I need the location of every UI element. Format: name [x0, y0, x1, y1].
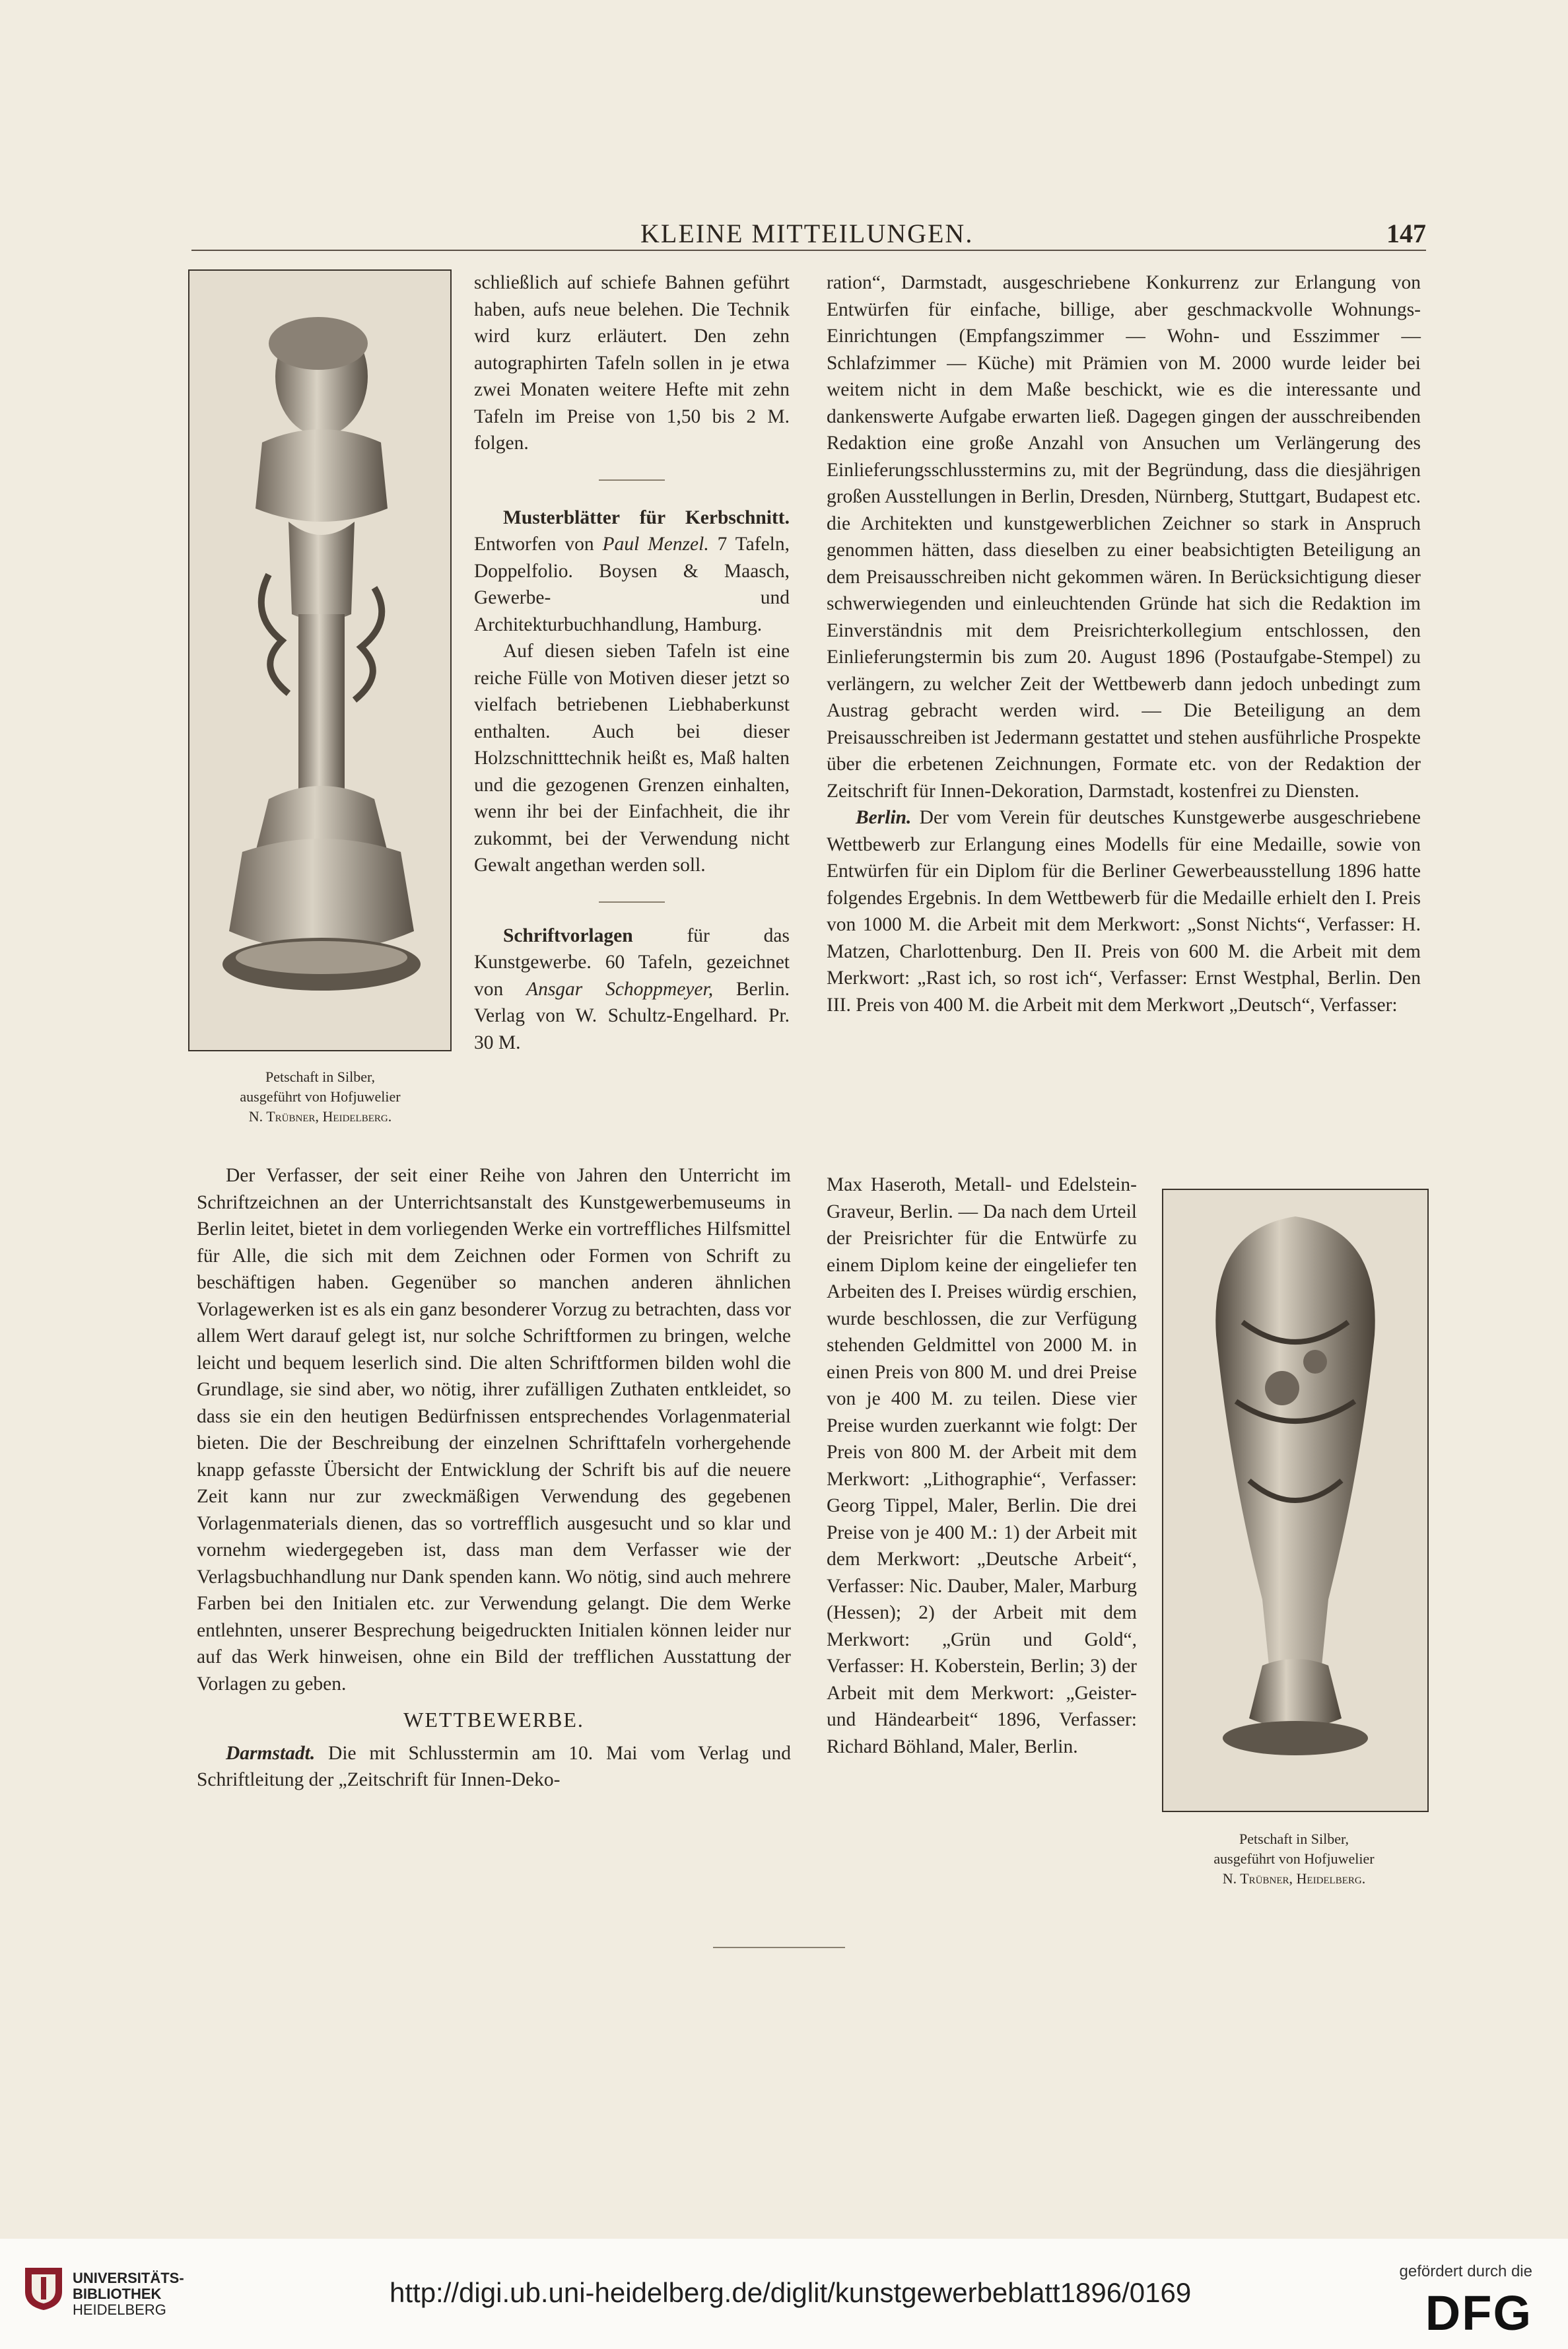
paragraph-haseroth: Max Haseroth, Metall- und Edelstein-Graveur, Berlin. — Da nach dem Urteil der Preisrichter für die Entwürfe zu einem Diplom keine der eingeliefer ten Arbeiten des I. Preises würdig erschien, wurde beschlossen, die zur Verfügung stehenden Geldmittel von 2000 M. in einen Preis von 800 M. und drei Preise von je 400 M. zu teilen. Diese vier Preise wurden zuerkannt wie folgt: Der Preis von 800 M. der Arbeit mit dem Merkwort: „Lithographie“, Verfasser: Georg Tippel, Maler, Berlin. Die drei Preise von je 400 M.: 1) der Arbeit mit dem Merkwort: „Deutsche Arbeit“, Verfasser: Nic. Dauber, Maler, Marburg (Hessen); 2) der Arbeit mit dem Merkwort: „Grün und Gold“, Verfasser: H. Koberstein, Berlin; 3) der Arbeit mit dem Merkwort: „Geister- und Händearbeit“ 1896, Verfasser: Richard Böhland, Maler, Berlin.	[827, 1174, 1137, 1757]
page-number: 147	[1386, 219, 1426, 248]
running-title: KLEINE MITTEILUNGEN.	[640, 219, 974, 248]
dfg-logo: DFG	[1425, 2286, 1532, 2340]
caption-left-line2: ausgeführt von Hofjuwelier	[240, 1088, 401, 1105]
section-heading-wettbewerbe: WETTBEWERBE.	[403, 1708, 584, 1732]
uni-line2: BIBLIOTHEK	[73, 2286, 162, 2302]
entry-musterblaetter-author: Paul Menzel.	[602, 534, 709, 555]
seal-bust-illustration	[189, 271, 450, 1050]
entry-schrift-text-b: Berlin. Verlag von W. Schultz-Engelhard. Pr. 30 M.	[474, 978, 790, 1053]
page-end-rule	[713, 1947, 845, 1948]
separator-rule-2	[599, 901, 665, 903]
entry-schrift-text-a: für das Kunstgewerbe. 60 Tafeln, gezeichnet von	[474, 925, 790, 1000]
paragraph-ration: ration“, Darmstadt, ausgeschriebene Konkurrenz zur Erlangung von Entwürfen für einfache, billige, aber geschmackvolle Wohnungs-Einrichtungen (Empfangszimmer — Wohn- und Esszimmer — Schlafzimmer — Küche) mit Prämien von M. 2000 wurde leider bei weitem nicht in dem Maße beschickt, wie es die interessante und dankenswerte Aufgabe erwarten ließ. Dagegen gingen der ausschreibenden Redaktion eine große Anzahl von Ansuchen um Verlängerung des Einlieferungsschlusstermins zu, mit der Begründung, dass die diesjährigen großen Ausstellungen in Berlin, Dresden, Nürnberg, Stuttgart, Budapest etc. die Architekten und kunstgewerblichen Zeichner so stark in Anspruch genommen hätten, dass dieselben zu einer beabsichtigten Beteiligung an dem Preisausschreiben nicht gekommen wären. In Berücksichtigung dieser schwerwiegenden und einleuchtenden Gründe hat sich die Redaktion im Einverständnis mit dem Preisrichterkollegium entschlossen, den Einlieferungstermin bis zum 20. August 1896 (Postaufgabe-Stempel) zu verlängern, zu welcher Zeit der Wettbewerb dann jedoch unbedingt zum Austrag gebracht werden wird. — Die Beteiligung an dem Preisausschreiben ist Jedermann gestattet und stehen ausführliche Prospekte über die erbetenen Zeichnungen, Formate etc. von der Redaktion der Zeitschrift für Innen-Dekoration, Darmstadt, kostenfrei zu Diensten.	[827, 272, 1421, 802]
paragraph-darmstadt	[197, 1740, 791, 1794]
entry-schrift-title: Schriftvorlagen	[503, 925, 633, 946]
text-darmstadt: Die mit Schlusstermin am 10. Mai vom Verlag und Schriftleitung der „Zeitschrift für Innen-Deko-	[197, 1742, 791, 1790]
caption-left-line1: Petschaft in Silber,	[265, 1069, 375, 1085]
caption-left-line3: N. Trübner, Heidelberg.	[248, 1108, 392, 1125]
paragraph-technik: schließlich auf schiefe Bahnen geführt haben, aufs neue belehen. Die Technik wird kurz erläutert. Den zehn autographirten Tafeln sollen in je etwa zwei Monaten weitere Hefte mit zehn Tafeln im Preise von 1,50 bis 2 M. folgen.	[474, 272, 790, 454]
caption-right-line1: Petschaft in Silber,	[1239, 1831, 1349, 1847]
entry-musterblaetter-text-b: 7 Tafeln, Doppelfolio. Boysen & Maasch, Gewerbe- und Architekturbuchhandlung, Hamburg.	[474, 534, 790, 635]
university-seal-icon	[22, 2265, 65, 2315]
uni-line3: HEIDELBERG	[73, 2301, 166, 2318]
paragraph-kerbschnitt: Auf diesen sieben Tafeln ist eine reiche Fülle von Motiven dieser jetzt so vielfach betriebenen Liebhaberkunst enthalten. Auch bei dieser Holzschnitttechnik heißt es, Maß halten und die gezogenen Grenzen einhalten, wenn ihr bei der Einfachheit, die ihr zukommt, bei der Verwendung nicht Gewalt angethan werden soll.	[474, 641, 790, 876]
entry-musterblaetter	[474, 505, 790, 639]
digitization-footer	[0, 2239, 1568, 2349]
source-url-link[interactable]: http://digi.ub.uni-heidelberg.de/diglit/kunstgewerbeblatt1896/0169	[390, 2277, 1192, 2308]
seal-vase-illustration	[1163, 1190, 1427, 1811]
entry-schrift-author: Ansgar Schoppmeyer,	[526, 978, 714, 1000]
university-library-name	[73, 2270, 184, 2318]
figure-left-caption	[191, 1067, 449, 1127]
paragraph-berlin	[827, 804, 1421, 1018]
label-darmstadt: Darmstadt.	[226, 1742, 316, 1764]
column-right-narrow	[827, 1172, 1137, 1760]
uni-line1: UNIVERSITÄTS-	[73, 2270, 184, 2286]
separator-rule	[599, 479, 665, 481]
caption-right-line2: ausgeführt von Hofjuwelier	[1213, 1850, 1375, 1867]
paragraph-verfasser: Der Verfasser, der seit einer Reihe von Jahren den Unterricht im Schriftzeichnen an der Unterrichtsanstalt des Kunstgewerbemuseums in Berlin leitet, bietet in dem vorliegenden Werke ein vortreffliches Hilfsmittel für Alle, die sich mit dem Zeichnen oder Formen von Schrift zu beschäftigen haben. Gegenüber so manchen anderen ähnlichen Vorlagewerken ist es als ein ganz besonderer Vorzug zu betrachten, dass vor allem Wert darauf gelegt ist, nur solche Schriftformen zu bringen, welche leicht und bequem leserlich sind. Die alten Schriftformen bilden wohl die Grundlage, sie sind aber, wo nötig, ihrer zufälligen Zuthaten entkleidet, so dass sie ein den heutigen Bedürfnissen entsprechendes Vorlagenmaterial bieten. Die der Beschreibung der einzelnen Schrifttafeln vorhergehende knapp gefasste Übersicht der Entwicklung der Schrift bis auf die neuere Zeit kann nur zur zweckmäßigen Verwendung des gegebenen Vorlagenmaterials dienen, das so vortrefflich ausgesucht und so klar und vornehm wiedergegeben ist, dass man dem Verfasser wie der Verlagsbuchhandlung nur Dank spenden kann. Wo nötig, sind auch mehrere Farben bei den Initialen etc. zur Verwendung gelangt. Die dem Werke entlehnten, unserer Besprechung beigedruckten Initialen können leider nur auf das Werk hinweisen, ohne ein Bild der trefflichen Ausstattung der Vorlagen zu geben.	[197, 1165, 791, 1695]
text-berlin: Der vom Verein für deutsches Kunstgewerbe ausgeschriebene Wettbewerb zur Erlangung eines Modells für eine Medaille, sowie von Entwürfen für ein Diplom für die Berliner Gewerbeausstellung 1896 hatte folgendes Ergebnis. In dem Wettbewerb für die Medaille erhielt den I. Preis von 1000 M. die Arbeit mit dem Merkwort: „Sonst Nichts“, Verfasser: H. Matzen, Charlottenburg. Den II. Preis von 600 M. die Arbeit mit dem Merkwort: „Rast ich, so rost ich“, Verfasser: Ernst Westphal, Berlin. Den III. Preis von 400 M. die Arbeit mit dem Merkwort „Deutsch“, Verfasser:	[827, 807, 1421, 1016]
label-berlin: Berlin.	[856, 807, 912, 828]
column-left-bottom	[197, 1162, 791, 1794]
entry-musterblaetter-text-a: Entworfen von	[474, 534, 603, 555]
entry-musterblaetter-title: Musterblätter für Kerbschnitt.	[503, 507, 790, 528]
running-header	[191, 213, 1426, 252]
entry-schriftvorlagen	[474, 923, 790, 1057]
column-right	[827, 269, 1421, 1018]
dfg-funding-caption: gefördert durch die	[1399, 2262, 1532, 2280]
figure-seal-vase	[1162, 1189, 1429, 1812]
column-middle-top	[474, 269, 790, 1056]
header-rule	[191, 250, 1426, 251]
figure-seal-bust	[188, 269, 452, 1051]
caption-right-line3: N. Trübner, Heidelberg.	[1222, 1870, 1366, 1887]
figure-right-caption	[1162, 1829, 1426, 1889]
